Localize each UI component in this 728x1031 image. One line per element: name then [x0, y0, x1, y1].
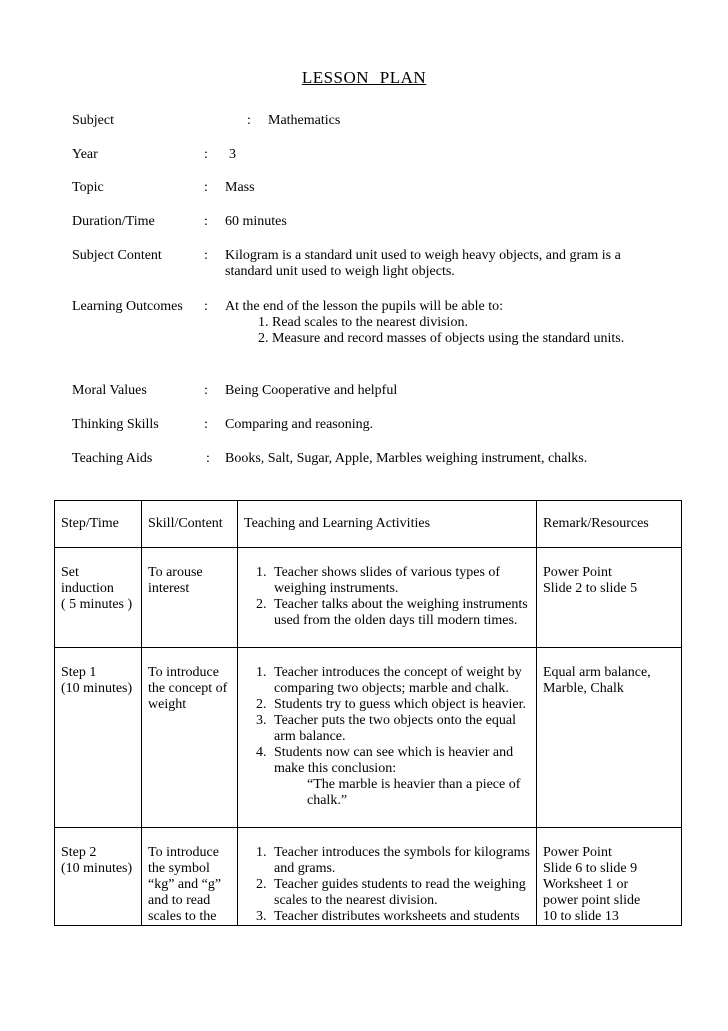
info-label: Learning Outcomes — [72, 299, 183, 314]
activities-cell — [238, 828, 537, 926]
info-colon: : — [204, 214, 208, 229]
info-colon: : — [204, 417, 208, 432]
header-activities: Teaching and Learning Activities — [244, 516, 431, 531]
info-label: Subject — [72, 113, 114, 128]
lesson-table — [54, 500, 682, 926]
remark-line: 10 to slide 13 — [543, 909, 619, 924]
info-colon: : — [204, 248, 208, 263]
info-label: Moral Values — [72, 383, 147, 398]
remark-line: Slide 2 to slide 5 — [543, 581, 638, 596]
info-colon: : — [204, 147, 208, 162]
step-line: (10 minutes) — [61, 681, 133, 696]
step-cell — [55, 828, 142, 926]
info-value: Comparing and reasoning. — [225, 417, 374, 432]
conclusion-quote: “The marble is heavier than a piece of chalk.” — [307, 777, 521, 808]
remark-cell — [537, 828, 682, 926]
remark-line: Power Point — [543, 845, 612, 860]
skill-line: weight — [148, 697, 187, 712]
info-value: 3 — [229, 147, 236, 162]
step-line: induction — [61, 581, 114, 596]
activity-list — [244, 565, 534, 629]
info-colon: : — [247, 113, 251, 128]
skill-line: and to read — [148, 893, 211, 908]
info-label: Duration/Time — [72, 214, 155, 229]
info-label: Teaching Aids — [72, 451, 153, 466]
activity-item: 3. Teacher distributes worksheets and students — [270, 909, 534, 925]
info-label: Topic — [72, 180, 104, 195]
activity-item: 3. Teacher puts the two objects onto the equal arm balance. — [270, 713, 534, 745]
step-line: Step 2 — [61, 845, 97, 860]
info-colon: : — [206, 451, 210, 466]
outcomes-intro: At the end of the lesson the pupils will be able to: — [225, 299, 504, 314]
activity-item: 1. Teacher shows slides of various types of weighing instruments. — [270, 565, 534, 597]
skill-cell — [142, 548, 238, 648]
skill-line: To introduce — [148, 845, 219, 860]
activity-text: Students now can see which is heavier and make this conclusion: — [274, 745, 514, 776]
remark-line: Slide 6 to slide 9 — [543, 861, 638, 876]
info-value: Mathematics — [268, 113, 341, 128]
remark-cell — [537, 548, 682, 648]
title-text: LESSON PLAN — [301, 68, 427, 87]
activity-item: 2. Students try to guess which object is heavier. — [270, 697, 534, 713]
activities-cell — [238, 648, 537, 828]
header-remark-resources: Remark/Resources — [543, 516, 649, 531]
header-skill-content: Skill/Content — [148, 516, 223, 531]
page-title — [0, 68, 728, 88]
remark-line: Worksheet 1 or — [543, 877, 629, 892]
table-row — [55, 828, 682, 926]
activity-item — [270, 745, 534, 809]
info-colon: : — [204, 180, 208, 195]
activity-item: 1. Teacher introduces the concept of weight by comparing two objects; marble and chalk. — [270, 665, 534, 697]
skill-cell — [142, 648, 238, 828]
info-label: Subject Content — [72, 248, 162, 263]
skill-line: the concept of — [148, 681, 228, 696]
step-cell — [55, 648, 142, 828]
skill-line: “kg” and “g” — [148, 877, 222, 892]
skill-line: interest — [148, 581, 190, 596]
activity-item: 2. Teacher talks about the weighing instruments used from the olden days till modern times. — [270, 597, 534, 629]
step-line: ( 5 minutes ) — [61, 597, 133, 612]
step-line: Set — [61, 565, 79, 580]
step-cell — [55, 548, 142, 648]
info-value — [225, 299, 685, 347]
remark-line: Power Point — [543, 565, 612, 580]
activities-cell — [238, 548, 537, 648]
info-value: Mass — [225, 180, 255, 195]
info-label: Thinking Skills — [72, 417, 159, 432]
step-line: Step 1 — [61, 665, 97, 680]
info-label: Year — [72, 147, 98, 162]
skill-line: To introduce — [148, 665, 219, 680]
step-line: (10 minutes) — [61, 861, 133, 876]
skill-line: the symbol — [148, 861, 210, 876]
table-row — [55, 548, 682, 648]
skill-line: To arouse — [148, 565, 203, 580]
outcome-item: 1. Read scales to the nearest division. — [258, 315, 468, 330]
header-cell — [142, 501, 238, 548]
activity-list — [244, 845, 534, 925]
info-value: Being Cooperative and helpful — [225, 383, 398, 398]
remark-line: Equal arm balance, — [543, 665, 651, 680]
table-header-row — [55, 501, 682, 548]
remark-line: Marble, Chalk — [543, 681, 624, 696]
header-cell — [537, 501, 682, 548]
skill-cell — [142, 828, 238, 926]
table-row — [55, 648, 682, 828]
skill-line: scales to the — [148, 909, 217, 924]
remark-line: power point slide — [543, 893, 641, 908]
activity-item: 2. Teacher guides students to read the weighing scales to the nearest division. — [270, 877, 534, 909]
info-colon: : — [204, 383, 208, 398]
info-value: 60 minutes — [225, 214, 287, 229]
remark-cell — [537, 648, 682, 828]
outcome-item: 2. Measure and record masses of objects using the standard units. — [258, 331, 625, 346]
activity-item: 1. Teacher introduces the symbols for kilograms and grams. — [270, 845, 534, 877]
info-value: Books, Salt, Sugar, Apple, Marbles weighing instrument, chalks. — [225, 451, 588, 466]
header-cell — [55, 501, 142, 548]
info-colon: : — [204, 299, 208, 314]
info-value: Kilogram is a standard unit used to weigh heavy objects, and gram is a standard unit used to weigh light objects. — [225, 248, 621, 279]
header-step-time: Step/Time — [61, 516, 119, 531]
activity-list — [244, 665, 534, 809]
header-cell — [238, 501, 537, 548]
